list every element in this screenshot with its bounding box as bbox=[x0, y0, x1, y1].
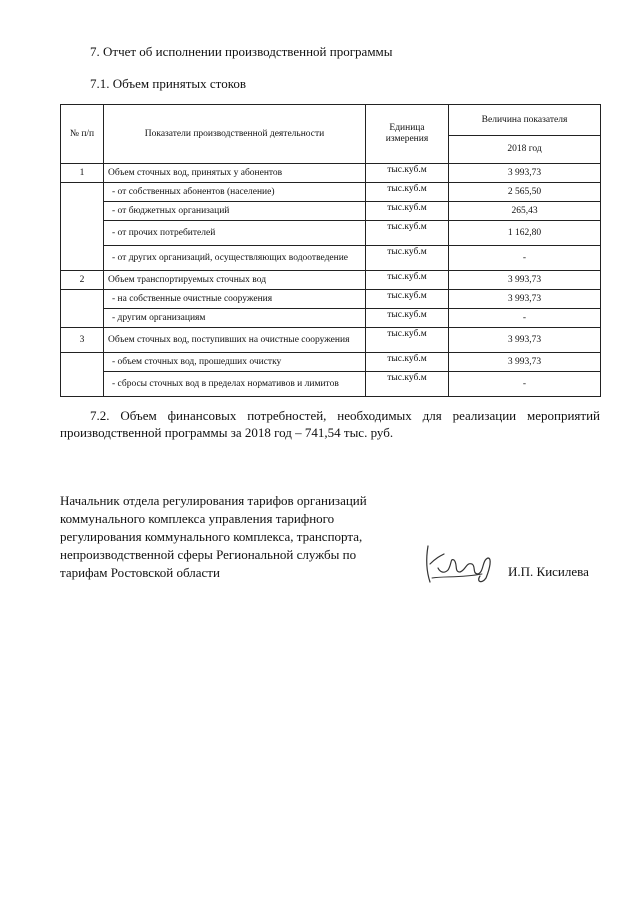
subsection-title: 7.1. Объем принятых стоков bbox=[90, 76, 246, 91]
signer-title: Начальник отдела регулирования тарифов организаций коммунального комплекса управления тарифного регулирования коммунального комплекса, транспорта, непроизводственной сферы Региональной службы по тарифам Ростовской области bbox=[60, 493, 367, 580]
row-unit: тыс.куб.м bbox=[366, 328, 449, 353]
row-num-empty bbox=[61, 290, 104, 328]
row-unit: тыс.куб.м bbox=[366, 372, 449, 397]
row-indicator: - от прочих потребителей bbox=[104, 221, 366, 246]
row-num-empty bbox=[61, 183, 104, 271]
row-value: - bbox=[449, 372, 601, 397]
signer-name: И.П. Кисилева bbox=[508, 564, 589, 579]
row-unit: тыс.куб.м bbox=[366, 290, 449, 309]
row-indicator: - сбросы сточных вод в пределах нормативов и лимитов bbox=[104, 372, 366, 397]
row-indicator: - от других организаций, осуществляющих водоотведение bbox=[104, 246, 366, 271]
row-indicator: - от бюджетных организаций bbox=[104, 202, 366, 221]
section-title: 7. Отчет об исполнении производственной программы bbox=[90, 44, 393, 59]
row-num: 2 bbox=[61, 271, 104, 290]
row-unit: тыс.куб.м bbox=[366, 309, 449, 328]
header-indicator: Показатели производственной деятельности bbox=[104, 105, 366, 164]
row-value: - bbox=[449, 309, 601, 328]
row-value: 1 162,80 bbox=[449, 221, 601, 246]
row-num: 3 bbox=[61, 328, 104, 353]
row-value: 265,43 bbox=[449, 202, 601, 221]
row-value: 2 565,50 bbox=[449, 183, 601, 202]
row-indicator: Объем сточных вод, поступивших на очистные сооружения bbox=[104, 328, 366, 353]
row-unit: тыс.куб.м bbox=[366, 183, 449, 202]
row-value: 3 993,73 bbox=[449, 290, 601, 309]
wastewater-volume-table bbox=[60, 104, 601, 397]
header-value-group: Величина показателя bbox=[449, 105, 601, 136]
row-indicator: - объем сточных вод, прошедших очистку bbox=[104, 353, 366, 372]
row-indicator: - на собственные очистные сооружения bbox=[104, 290, 366, 309]
handwritten-signature bbox=[420, 538, 500, 593]
row-indicator: - другим организациям bbox=[104, 309, 366, 328]
row-indicator: - от собственных абонентов (население) bbox=[104, 183, 366, 202]
row-unit: тыс.куб.м bbox=[366, 353, 449, 372]
row-unit: тыс.куб.м bbox=[366, 221, 449, 246]
row-value: - bbox=[449, 246, 601, 271]
row-num: 1 bbox=[61, 164, 104, 183]
row-unit: тыс.куб.м bbox=[366, 164, 449, 183]
header-year: 2018 год bbox=[449, 136, 601, 164]
row-value: 3 993,73 bbox=[449, 353, 601, 372]
row-indicator: Объем транспортируемых сточных вод bbox=[104, 271, 366, 290]
row-unit: тыс.куб.м bbox=[366, 271, 449, 290]
row-value: 3 993,73 bbox=[449, 328, 601, 353]
financial-needs-paragraph: 7.2. Объем финансовых потребностей, необходимых для реализации мероприятий производственной программы за 2018 год – 741,54 тыс. руб. bbox=[60, 408, 600, 440]
row-value: 3 993,73 bbox=[449, 164, 601, 183]
row-unit: тыс.куб.м bbox=[366, 246, 449, 271]
row-indicator: Объем сточных вод, принятых у абонентов bbox=[104, 164, 366, 183]
row-value: 3 993,73 bbox=[449, 271, 601, 290]
header-num: № п/п bbox=[61, 105, 104, 164]
row-unit: тыс.куб.м bbox=[366, 202, 449, 221]
header-unit: Единица измерения bbox=[366, 105, 449, 164]
row-num-empty bbox=[61, 353, 104, 397]
